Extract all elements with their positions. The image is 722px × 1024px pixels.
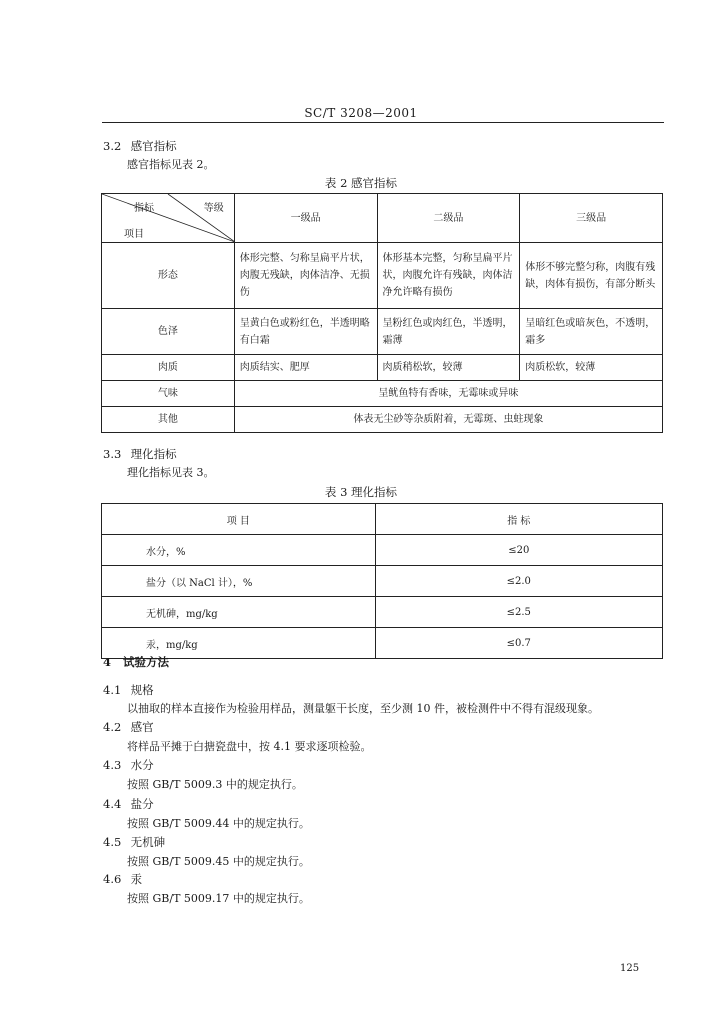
section-4-1-text: 以抽取的样本直接作为检验用样品，测量躯干长度，至少测 10 件，被检测件中不得有混级现象。 bbox=[127, 702, 599, 715]
section-title: 无机砷 bbox=[130, 835, 166, 849]
corner-label-indicator: 指标 bbox=[134, 203, 154, 214]
value-cell: ≤0.7 bbox=[375, 628, 662, 659]
table-corner-cell bbox=[102, 194, 235, 243]
value-cell: 肉质松软，较薄 bbox=[520, 355, 663, 381]
page-header: SC/T 3208—2001 bbox=[304, 106, 418, 120]
section-title: 感官 bbox=[130, 720, 154, 734]
table-2-caption: 表 2 感官指标 bbox=[324, 176, 398, 190]
section-4-1-heading bbox=[103, 682, 154, 698]
corner-label-grade: 等级 bbox=[203, 203, 224, 214]
section-4-5-text: 按照 GB/T 5009.45 中的规定执行。 bbox=[127, 855, 310, 868]
column-header: 指 标 bbox=[375, 504, 662, 535]
value-cell: 呈黄白色或粉红色，半透明略有白霜 bbox=[234, 309, 377, 355]
section-4-4-text: 按照 GB/T 5009.44 中的规定执行。 bbox=[127, 817, 310, 830]
item-cell: 气味 bbox=[102, 381, 235, 407]
section-title: 感官指标 bbox=[130, 139, 177, 153]
item-cell: 盐分（以 NaCl 计），% bbox=[102, 566, 376, 597]
section-4-5-heading bbox=[103, 834, 165, 850]
section-4-3-text: 按照 GB/T 5009.3 中的规定执行。 bbox=[127, 778, 303, 791]
header-rule bbox=[102, 122, 664, 123]
section-3-3-heading bbox=[103, 446, 177, 462]
section-title: 试验方法 bbox=[123, 655, 170, 669]
value-cell: 呈粉红色或肉红色，半透明，霜薄 bbox=[377, 309, 520, 355]
value-cell: 肉质稍松软，较薄 bbox=[377, 355, 520, 381]
section-4-6-text: 按照 GB/T 5009.17 中的规定执行。 bbox=[127, 892, 310, 905]
section-number: 3.2 bbox=[103, 139, 122, 153]
value-cell: 体表无尘砂等杂质附着，无霉斑、虫蛀现象 bbox=[234, 407, 662, 433]
section-number: 4.5 bbox=[103, 835, 122, 849]
grade-header: 二级品 bbox=[377, 194, 520, 243]
section-title: 规格 bbox=[130, 683, 154, 697]
section-title: 理化指标 bbox=[130, 447, 177, 461]
page-number: 125 bbox=[620, 963, 640, 974]
value-cell: 体形基本完整，匀称呈扁平片状，肉腹允许有残缺，肉体洁净允许略有损伤 bbox=[377, 243, 520, 309]
column-header: 项 目 bbox=[102, 504, 376, 535]
grade-header: 一级品 bbox=[234, 194, 377, 243]
section-3-3-text: 理化指标见表 3。 bbox=[127, 466, 215, 479]
section-4-heading bbox=[103, 654, 169, 670]
section-4-6-heading bbox=[103, 871, 142, 887]
section-title: 盐分 bbox=[130, 797, 154, 811]
section-title: 汞 bbox=[130, 872, 143, 886]
sensory-table bbox=[101, 193, 663, 433]
section-title: 水分 bbox=[130, 758, 154, 772]
value-cell: 肉质结实、肥厚 bbox=[234, 355, 377, 381]
value-cell: ≤2.0 bbox=[375, 566, 662, 597]
value-cell: 体形不够完整匀称，肉腹有残缺，肉体有损伤，有部分断头 bbox=[520, 243, 663, 309]
section-number: 4 bbox=[103, 655, 112, 669]
section-number: 4.2 bbox=[103, 720, 122, 734]
table-3-caption: 表 3 理化指标 bbox=[324, 485, 398, 499]
section-3-2-heading bbox=[103, 138, 177, 154]
value-cell: ≤20 bbox=[375, 535, 662, 566]
corner-label-item: 项目 bbox=[124, 229, 144, 240]
item-cell: 形态 bbox=[102, 243, 235, 309]
item-cell: 汞，mg/kg bbox=[102, 628, 376, 659]
section-4-2-heading bbox=[103, 719, 154, 735]
grade-header: 三级品 bbox=[520, 194, 663, 243]
section-number: 4.4 bbox=[103, 797, 122, 811]
section-4-3-heading bbox=[103, 757, 154, 773]
section-4-4-heading bbox=[103, 796, 154, 812]
item-cell: 水分，% bbox=[102, 535, 376, 566]
value-cell: ≤2.5 bbox=[375, 597, 662, 628]
item-cell: 肉质 bbox=[102, 355, 235, 381]
section-number: 4.1 bbox=[103, 683, 122, 697]
section-3-2-text: 感官指标见表 2。 bbox=[127, 158, 215, 171]
value-cell: 呈鱿鱼特有香味，无霉味或异味 bbox=[234, 381, 662, 407]
section-number: 4.6 bbox=[103, 872, 122, 886]
item-cell: 其他 bbox=[102, 407, 235, 433]
value-cell: 呈暗红色或暗灰色，不透明，霜多 bbox=[520, 309, 663, 355]
section-number: 3.3 bbox=[103, 447, 122, 461]
item-cell: 无机砷，mg/kg bbox=[102, 597, 376, 628]
physicochemical-table bbox=[101, 503, 663, 659]
section-4-2-text: 将样品平摊于白搪瓷盘中，按 4.1 要求逐项检验。 bbox=[127, 740, 372, 753]
value-cell: 体形完整、匀称呈扁平片状，肉腹无残缺，肉体洁净、无损伤 bbox=[234, 243, 377, 309]
item-cell: 色泽 bbox=[102, 309, 235, 355]
section-number: 4.3 bbox=[103, 758, 122, 772]
